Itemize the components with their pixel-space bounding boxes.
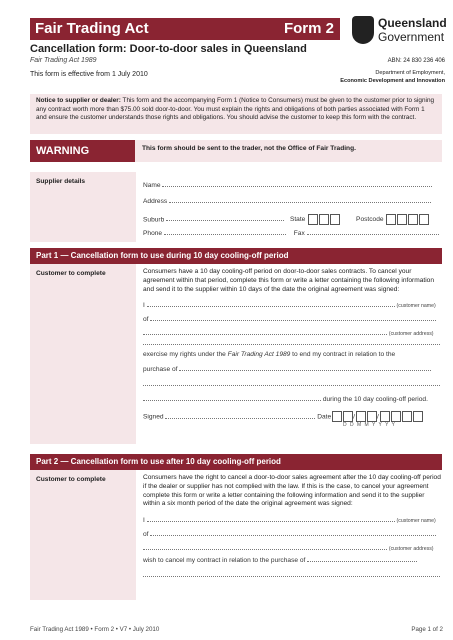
- part2-i-label: I: [143, 517, 145, 525]
- part1-customer-name-note: (customer name): [396, 303, 436, 310]
- part1-body: [30, 264, 442, 444]
- postcode-label: Postcode: [356, 216, 384, 224]
- footer-left: Fair Trading Act 1989 • Form 2 • V7 • July 2010: [30, 626, 160, 633]
- phone-label: Phone: [143, 230, 163, 237]
- department: [295, 69, 445, 85]
- part1-label: Customer to complete: [36, 270, 106, 277]
- title-bar: [30, 18, 340, 40]
- part1-exercise-text: [143, 351, 442, 358]
- part1-exercise-post: to end my contract in relation to the: [290, 351, 396, 359]
- date-box-m1[interactable]: [356, 411, 366, 422]
- form-title: Fair Trading Act: [35, 20, 149, 37]
- act-name: Fair Trading Act 1989: [30, 57, 97, 64]
- part1-during-row: [143, 396, 442, 403]
- notice-box: [30, 94, 442, 134]
- phone-row: [143, 230, 442, 237]
- part1-exercise-pre: exercise my rights under the: [143, 351, 228, 359]
- state-label: State: [289, 216, 306, 224]
- footer-right: Page 1 of 2: [411, 626, 443, 633]
- suburb-label: Suburb: [143, 216, 165, 224]
- part1-of-label: of: [143, 316, 149, 324]
- form-number: Form 2: [283, 20, 334, 37]
- part1-customer-name-line[interactable]: [147, 306, 395, 307]
- part2-address-row: [143, 545, 442, 552]
- part1-customer-address-note: (customer address): [388, 331, 434, 338]
- date-box-y3[interactable]: [402, 411, 412, 422]
- notice-label: Notice to supplier or dealer:: [36, 97, 121, 104]
- part2-label-cell: [30, 470, 136, 600]
- date-box-y4[interactable]: [413, 411, 423, 422]
- part2-body: [30, 470, 442, 610]
- fax-line[interactable]: [307, 234, 439, 235]
- part1-during-text: during the 10 day cooling-off period.: [322, 396, 428, 404]
- part2-wish-line[interactable]: [307, 561, 417, 562]
- name-label: Name: [143, 182, 161, 189]
- supplier-section: [30, 172, 442, 242]
- part2-wish-row: [143, 557, 442, 564]
- part1-signed-row: Signed Date / /: [143, 411, 442, 422]
- suburb-row: [143, 214, 442, 225]
- part2-of-line[interactable]: [150, 535, 436, 536]
- part2-customer-name-line[interactable]: [147, 521, 395, 522]
- suburb-line[interactable]: [166, 220, 284, 221]
- postcode-box-1[interactable]: [386, 214, 396, 225]
- notice-text: This form and the accompanying Form 1 (Notice to Consumers) must be given to the customer prior to signing any contract worth more than $75.00 sold door-to-door. You must explain the rights and obligations of both parties associated with Form 1 and ensure the customer understands those rights and obligations. You should advise the customer to keep this form with the contract.: [36, 97, 435, 122]
- part1-address-row: [143, 330, 442, 337]
- date-format-labels: D D M M Y Y Y Y: [343, 422, 396, 429]
- part1-of-row: [143, 316, 442, 323]
- part1-during-line[interactable]: [143, 400, 321, 401]
- crest-icon: [352, 16, 374, 44]
- warning-box: [30, 140, 442, 162]
- part2-heading: Part 2 — Cancellation form to use after 10 day cooling-off period: [30, 454, 442, 470]
- part1-purchase-label: purchase of: [143, 366, 178, 374]
- part2-address-line[interactable]: [143, 549, 387, 550]
- part1-heading: Part 1 — Cancellation form to use during 10 day cooling-off period: [30, 248, 442, 264]
- part1-label-cell: [30, 264, 136, 444]
- address-field[interactable]: [143, 198, 442, 205]
- date-box-y2[interactable]: [391, 411, 401, 422]
- date-label: Date: [317, 413, 332, 421]
- date-box-d2[interactable]: [343, 411, 353, 422]
- part2-label: Customer to complete: [36, 476, 106, 483]
- queensland-government-logo: [352, 14, 448, 46]
- state-box-2[interactable]: [319, 214, 329, 225]
- part2-of-label: of: [143, 531, 149, 539]
- signature-line[interactable]: [165, 418, 315, 419]
- phone-line[interactable]: [164, 234, 286, 235]
- address-line[interactable]: [169, 202, 431, 203]
- logo-line2: Government: [378, 30, 445, 44]
- part2-content: [143, 470, 442, 579]
- date-box-y1[interactable]: [380, 411, 390, 422]
- department-line2: Economic Development and Innovation: [340, 78, 445, 84]
- part1-i-label: I: [143, 302, 145, 310]
- logo-line1: Queensland: [378, 16, 447, 30]
- state-box-1[interactable]: [308, 214, 318, 225]
- part2-i-row: [143, 517, 442, 524]
- part2-customer-name-note: (customer name): [396, 518, 436, 525]
- part1-content: [143, 264, 442, 428]
- part1-of-line[interactable]: [150, 320, 436, 321]
- form-subtitle: Cancellation form: Door-to-door sales in Queensland: [30, 43, 307, 55]
- part1-i-row: [143, 302, 442, 309]
- state-box-3[interactable]: [330, 214, 340, 225]
- warning-text: This form should be sent to the trader, not the Office of Fair Trading.: [142, 145, 356, 152]
- warning-label: WARNING: [30, 140, 135, 162]
- postcode-box-4[interactable]: [419, 214, 429, 225]
- part2-wish-text: wish to cancel my contract in relation to the purchase of: [143, 557, 306, 565]
- supplier-label: Supplier details: [36, 178, 86, 185]
- name-line[interactable]: [162, 186, 432, 187]
- supplier-label-cell: [30, 172, 136, 242]
- signed-label: Signed: [143, 413, 164, 421]
- part1-purchase-line[interactable]: [179, 370, 431, 371]
- part1-intro: Consumers have a 10 day cooling-off period on door-to-door sales contracts. To cancel your agreement within that period, complete this form or write a letter containing the following information and send it to the supplier within 10 days of the date the original agreement was signed:: [143, 268, 435, 293]
- part1-exercise-act: Fair Trading Act 1989: [227, 351, 291, 359]
- part1-address-line[interactable]: [143, 334, 387, 335]
- fax-label: Fax: [293, 230, 305, 237]
- postcode-box-2[interactable]: [397, 214, 407, 225]
- part1-blank-line-2[interactable]: [143, 385, 440, 386]
- part1-blank-line-1[interactable]: [143, 344, 440, 345]
- part2-intro: Consumers have the right to cancel a door-to-door sales agreement after the 10 day cooling-off period if the dealer or supplier has not complied with the law. If this is the case, to cancel your agreement complete this form or write a letter containing the following information and send it to the supplier within a six month period of the date the original agreement was signed:: [143, 474, 441, 508]
- part1-purchase-row: [143, 366, 442, 373]
- abn: ABN: 24 830 236 406: [387, 58, 445, 64]
- effective-date: This form is effective from 1 July 2010: [30, 71, 148, 78]
- date-box-m2[interactable]: [367, 411, 377, 422]
- postcode-box-3[interactable]: [408, 214, 418, 225]
- name-field[interactable]: [143, 182, 442, 189]
- part2-blank-line[interactable]: [143, 576, 440, 577]
- address-label: Address: [143, 198, 168, 205]
- date-box-d1[interactable]: [332, 411, 342, 422]
- part2-customer-address-note: (customer address): [388, 546, 434, 553]
- department-line1: Department of Employment,: [375, 70, 445, 76]
- part2-of-row: [143, 531, 442, 538]
